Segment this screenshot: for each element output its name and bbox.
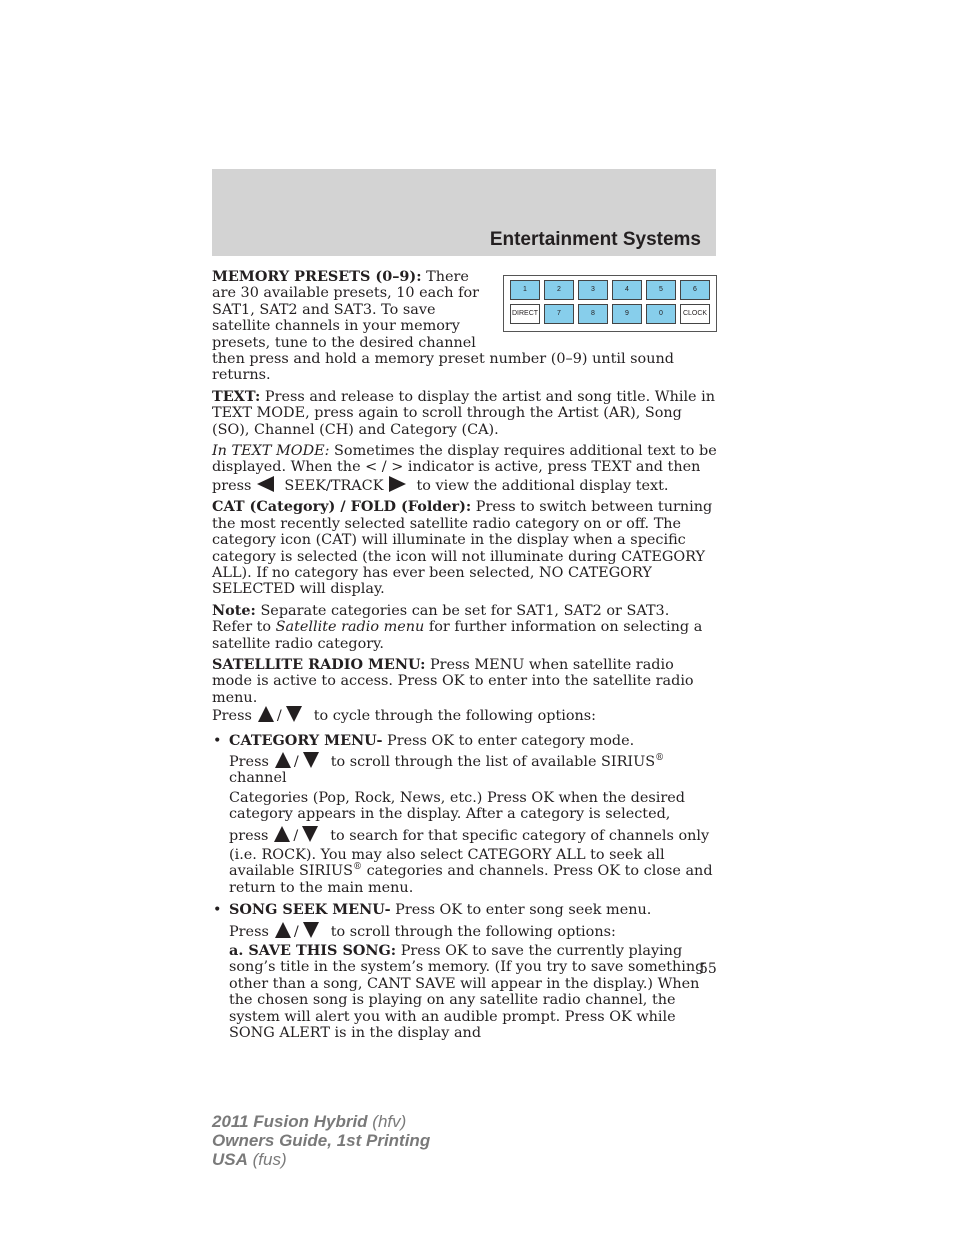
footer-model: 2011 Fusion Hybrid xyxy=(212,1112,368,1131)
satellite-menu-paragraph xyxy=(212,657,717,725)
slash: / xyxy=(276,708,282,725)
slash: / xyxy=(293,827,299,844)
direct-button: DIRECT xyxy=(510,304,540,324)
preset-button-0: 0 xyxy=(646,304,676,324)
preset-button-1: 1 xyxy=(510,280,540,300)
footer-region: USA xyxy=(212,1150,248,1169)
song-seek-line-2 xyxy=(229,922,717,940)
text-mode-body: Sometimes the display requires additional text to be displayed. When the < / > indicator is active, press TEXT and then xyxy=(212,443,717,476)
song-seek-menu-item xyxy=(212,902,717,1041)
up-arrow-icon xyxy=(275,752,291,768)
up-arrow-icon xyxy=(258,706,274,722)
satellite-menu-body: Press MENU when satellite radio mode is active to access. Press OK to enter into the satellite radio menu. xyxy=(212,656,694,706)
save-this-song-heading: a. SAVE THIS SONG: xyxy=(229,942,397,960)
footer-model-code: (hfv) xyxy=(367,1112,407,1131)
category-body-3b: categories and channels. Press OK to close and return to the main menu. xyxy=(229,863,713,896)
registered-mark: ® xyxy=(353,862,363,873)
note-body-2: for further information on selecting a satellite radio category. xyxy=(212,619,703,652)
category-menu-line-1 xyxy=(229,733,717,749)
text-mode-paragraph xyxy=(212,443,717,494)
category-menu-body: Press OK to enter category mode. xyxy=(382,732,635,749)
slash: / xyxy=(293,753,299,770)
preset-button-8: 8 xyxy=(578,304,608,324)
registered-mark: ® xyxy=(655,753,665,764)
page-content xyxy=(212,269,717,1041)
note-italic-ref: Satellite radio menu xyxy=(275,619,425,636)
seek-track-label: SEEK/TRACK xyxy=(284,477,384,494)
save-this-song-body: Press OK to save the currently playing song’s title in the system’s memory. (If you try to save something other than a song, CANT SAVE will appear in the display.) When the chosen song is playing on any satellite radio channel, the system will alert you with an audible prompt. Press OK while SONG ALERT is in the display and xyxy=(229,943,705,1042)
preset-button-3: 3 xyxy=(578,280,608,300)
category-menu-line-2 xyxy=(229,752,717,787)
song-seek-heading: SONG SEEK MENU- xyxy=(229,901,391,919)
category-after-2: to search for that specific category of channels only xyxy=(330,827,710,844)
category-menu-body-3 xyxy=(229,847,717,896)
footer-line-1 xyxy=(212,1112,430,1131)
section-title: Entertainment Systems xyxy=(489,229,701,250)
note-heading: Note: xyxy=(212,601,256,619)
up-arrow-icon xyxy=(274,826,290,842)
category-body-3a: (i.e. ROCK). You may also select CATEGORY ALL to seek all available SIRIUS xyxy=(229,847,665,880)
preset-button-4: 4 xyxy=(612,280,642,300)
up-arrow-icon xyxy=(275,922,291,938)
preset-button-6: 6 xyxy=(680,280,710,300)
satellite-menu-after: to cycle through the following options: xyxy=(313,708,597,725)
text-heading: TEXT: xyxy=(212,387,261,405)
category-after-1: to scroll through the list of available SIRIUS xyxy=(330,753,656,770)
text-mode-label: In TEXT MODE: xyxy=(212,443,330,460)
clock-button: CLOCK xyxy=(680,304,710,324)
song-seek-line-1 xyxy=(229,902,717,918)
bullet-dot: • xyxy=(213,902,222,919)
preset-button-5: 5 xyxy=(646,280,676,300)
category-after-1b: channel xyxy=(229,770,287,787)
seek-right-icon xyxy=(389,476,406,492)
song-seek-after: to scroll through the following options: xyxy=(330,923,616,940)
memory-presets-heading: MEMORY PRESETS (0–9): xyxy=(212,268,422,285)
down-arrow-icon xyxy=(302,826,318,842)
satellite-menu-heading: SATELLITE RADIO MENU: xyxy=(212,655,426,673)
category-menu-item xyxy=(212,733,717,897)
down-arrow-icon xyxy=(303,922,319,938)
category-menu-body-2: Categories (Pop, Rock, News, etc.) Press OK when the desired category appears in the display. After a category is selected, xyxy=(229,789,685,823)
footer-line-3 xyxy=(212,1150,430,1169)
category-menu-line-4 xyxy=(229,826,717,844)
note-refer: Refer to xyxy=(212,619,276,636)
song-seek-press: Press xyxy=(229,923,269,940)
cat-paragraph xyxy=(212,499,717,597)
category-press-1: Press xyxy=(229,753,269,770)
preset-button-9: 9 xyxy=(612,304,642,324)
footer xyxy=(212,1112,430,1169)
memory-presets-text: There are 30 available presets, 10 each for SAT1, SAT2 and SAT3. To save satellite channels in your memory presets, tune to the desired channel then press and hold a memory preset number (0–9) until sound returns. xyxy=(212,269,674,384)
cat-body: Press to switch between turning the most recently selected satellite radio category on or off. The category icon (CAT) will illuminate in the display when a specific category is selected (the icon will not illuminate during CATEGORY ALL). If no category has ever been selected, NO CATEGORY SELECTED will display. xyxy=(212,499,713,598)
text-mode-after: to view the additional display text. xyxy=(416,477,669,494)
seek-left-icon xyxy=(257,476,274,492)
note-paragraph xyxy=(212,603,717,652)
header-band xyxy=(212,169,716,256)
save-this-song-paragraph xyxy=(229,943,717,1041)
down-arrow-icon xyxy=(303,752,319,768)
down-arrow-icon xyxy=(286,706,302,722)
slash: / xyxy=(293,923,299,940)
bullet-dot: • xyxy=(213,732,222,749)
preset-row-1 xyxy=(510,280,710,300)
text-paragraph xyxy=(212,389,717,438)
category-menu-heading: CATEGORY MENU- xyxy=(229,731,383,749)
category-press-2: press xyxy=(229,827,269,844)
preset-button-7: 7 xyxy=(544,304,574,324)
text-mode-press: press xyxy=(212,477,252,494)
song-seek-body: Press OK to enter song seek menu. xyxy=(390,902,652,919)
note-body-1: Separate categories can be set for SAT1, SAT2 or SAT3. xyxy=(255,602,670,619)
page-number: 55 xyxy=(699,961,717,977)
preset-row-2 xyxy=(510,304,710,324)
footer-region-code: (fus) xyxy=(247,1150,287,1169)
preset-buttons-illustration xyxy=(503,275,717,332)
cat-heading: CAT (Category) / FOLD (Folder): xyxy=(212,498,472,516)
preset-button-2: 2 xyxy=(544,280,574,300)
footer-line-2: Owners Guide, 1st Printing xyxy=(212,1131,431,1150)
satellite-menu-press: Press xyxy=(212,708,252,725)
text-body: Press and release to display the artist and song title. While in TEXT MODE, press again to scroll through the Artist (AR), Song (SO), Channel (CH) and Category (CA). xyxy=(212,388,716,438)
